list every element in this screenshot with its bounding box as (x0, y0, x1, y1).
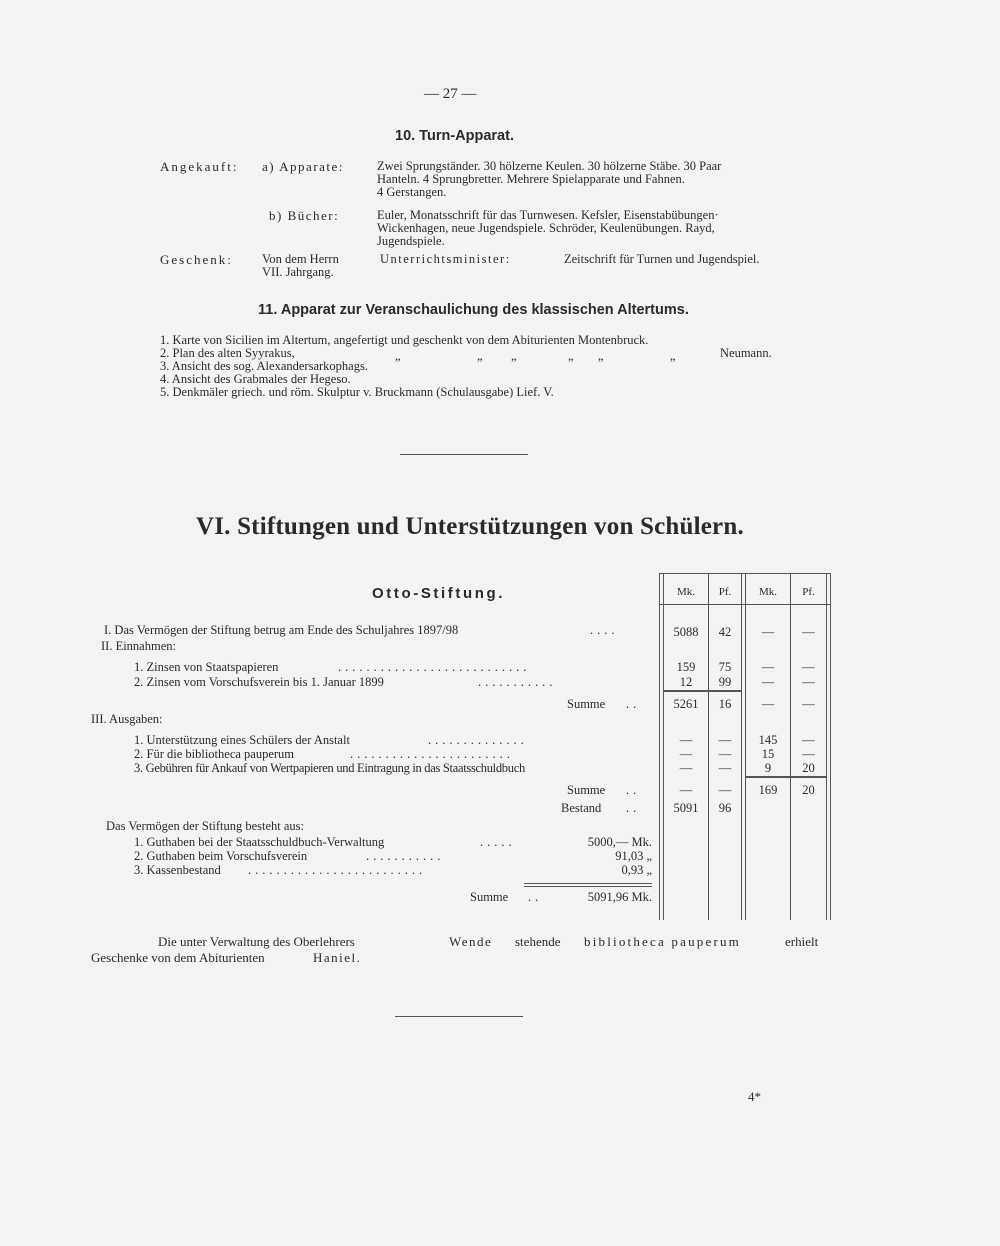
footer-text-c: stehende (515, 934, 561, 949)
apparate-label: a) Apparate: (262, 159, 344, 174)
guthaben-value: 91,03 „ (615, 849, 652, 863)
apparate-line-1: Zwei Sprungständer. 30 hölzerne Keulen. 30 hölzerne Stäbe. 30 Paar (377, 159, 722, 173)
leader-dots: ........................... (338, 660, 531, 674)
cell-dash: — (802, 747, 815, 761)
total-rule (524, 886, 652, 887)
leader-dots: ........... (478, 675, 557, 689)
page-number: — 27 — (424, 86, 477, 102)
divider (400, 454, 528, 455)
footer-line-2: Geschenke von dem Abiturienten (91, 950, 265, 965)
sheet-mark: 4* (748, 1089, 761, 1104)
divider (395, 1016, 523, 1017)
cell-dash: — (761, 625, 775, 639)
table-rule (741, 573, 742, 920)
summe-label: Summe (470, 890, 509, 904)
geschenk-label: Geschenk: (160, 252, 233, 267)
leader-dots: ....................... (350, 747, 514, 761)
guthaben-value: 5000,— Mk. (587, 835, 652, 849)
cell-value: 16 (718, 697, 732, 711)
table-rule (659, 604, 831, 605)
cell-value: 20 (802, 783, 815, 797)
leader-dots: .............. (428, 733, 528, 747)
cell-dash: — (718, 783, 732, 797)
leader-dots: .. (626, 801, 641, 815)
subtotal-rule (663, 690, 742, 692)
angekauft-label: Angekauft: (160, 159, 239, 174)
cell-dash: — (802, 697, 815, 711)
zinsen-staatspapiere-label: 1. Zinsen von Staatspapieren (134, 660, 279, 674)
apparate-line-2: Hanteln. 4 Sprungbretter. Mehrere Spielapparate und Fahnen. (377, 172, 685, 186)
zinsen-vorschussverein-label: 2. Zinsen vom Vorschufsverein bis 1. Januar 1899 (134, 675, 384, 689)
gebuehren-label: 3. Gebühren für Ankauf von Wertpapieren und Eintragung in das Staatsschuldbuch (134, 761, 525, 775)
summe-label: Summe (567, 697, 606, 711)
cell-value: 145 (758, 733, 778, 747)
s11-item-5: 5. Denkmäler griech. und röm. Skulptur v. Bruckmann (Schulausgabe) Lief. V. (160, 385, 554, 399)
total-rule (524, 883, 652, 884)
geschenk-line-2: VII. Jahrgang. (262, 265, 334, 279)
cell-dash: — (718, 761, 732, 775)
cell-dash: — (802, 625, 815, 639)
s11-item-4: 4. Ansicht des Grabmales der Hegeso. (160, 372, 351, 386)
leader-dots: .. (626, 783, 641, 797)
cell-value: 75 (718, 660, 732, 674)
row-vermoegen-label: I. Das Vermögen der Stiftung betrug am Ende des Schuljahres 1897/98 (104, 623, 459, 637)
cell-value: 159 (676, 660, 696, 674)
footer-bibliotheca: bibliotheca pauperum (584, 934, 741, 949)
table-rule (826, 573, 827, 920)
buecher-line-1: Euler, Monatsschrift für das Turnwesen. Kefsler, Eisenstabübungen· (377, 208, 719, 222)
cell-value: 5091 (673, 801, 699, 815)
footer-wende: Wende (449, 934, 493, 949)
col-header-mk: Mk. (758, 586, 778, 598)
cell-dash: — (802, 733, 815, 747)
cell-dash: — (679, 733, 693, 747)
cell-value: 5088 (673, 625, 699, 639)
cell-value: 12 (679, 675, 693, 689)
table-rule (659, 573, 660, 920)
cell-dash: — (679, 783, 693, 797)
leader-dots: .. (626, 697, 641, 711)
besteht-aus-label: Das Vermögen der Stiftung besteht aus: (106, 819, 304, 833)
cell-value: 9 (764, 761, 772, 775)
ditto-mark: „ (395, 349, 401, 363)
buecher-line-2: Wickenhagen, neue Jugendspiele. Schröder, Keulenübungen. Rayd, (377, 221, 715, 235)
geschenk-text-a: Von dem Herrn (262, 252, 339, 266)
summe-label: Summe (567, 783, 606, 797)
cell-dash: — (802, 675, 815, 689)
table-rule (659, 573, 831, 574)
ditto-mark: „ (598, 349, 604, 363)
cell-dash: — (761, 697, 775, 711)
cell-value: 169 (758, 783, 778, 797)
cell-dash: — (802, 660, 815, 674)
col-header-mk: Mk. (676, 586, 696, 598)
s11-item-2: 2. Plan des alten Syyrakus, (160, 346, 295, 360)
cell-dash: — (679, 761, 693, 775)
ditto-mark: „ (670, 349, 676, 363)
leader-dots: ..... (480, 835, 516, 849)
ditto-mark: „ (511, 349, 517, 363)
buecher-line-3: Jugendspiele. (377, 234, 445, 248)
cell-dash: — (679, 747, 693, 761)
cell-dash: — (718, 747, 732, 761)
footer-text-a: Die unter Verwaltung des Oberlehrers (158, 934, 355, 949)
total-value: 5091,96 Mk. (587, 890, 652, 904)
footer-haniel: Haniel. (313, 950, 362, 965)
einnahmen-label: II. Einnahmen: (101, 639, 176, 653)
apparate-line-3: 4 Gerstangen. (377, 185, 447, 199)
footer-text-e: erhielt (785, 934, 819, 949)
cell-dash: — (718, 733, 732, 747)
guthaben-vorschussverein-label: 2. Guthaben beim Vorschufsverein (134, 849, 308, 863)
cell-value: 20 (802, 761, 815, 775)
col-header-pf: Pf. (802, 586, 815, 598)
geschenk-minister: Unterrichtsminister: (380, 252, 511, 266)
cell-dash: — (761, 675, 775, 689)
cell-value: 99 (718, 675, 732, 689)
section-6-title: VI. Stiftungen und Unterstützungen von Schülern. (196, 513, 744, 540)
otto-stiftung-title: Otto-Stiftung. (372, 585, 506, 602)
cell-dash: — (761, 660, 775, 674)
buecher-label: b) Bücher: (269, 208, 340, 223)
ausgaben-label: III. Ausgaben: (91, 712, 163, 726)
bestand-label: Bestand (561, 801, 602, 815)
ditto-mark: „ (568, 349, 574, 363)
guthaben-staatsschuldbuch-label: 1. Guthaben bei der Staatsschuldbuch-Verwaltung (134, 835, 385, 849)
cell-value: 96 (718, 801, 732, 815)
section-11-title: 11. Apparat zur Veranschaulichung des klassischen Altertums. (258, 302, 689, 318)
unterstuetzung-label: 1. Unterstützung eines Schülers der Anstalt (134, 733, 350, 747)
leader-dots: .. (528, 890, 543, 904)
table-rule (830, 573, 831, 920)
cell-value: 42 (718, 625, 732, 639)
ditto-mark: „ (477, 349, 483, 363)
geschenk-text-c: Zeitschrift für Turnen und Jugendspiel. (564, 252, 760, 266)
cell-value: 5261 (673, 697, 699, 711)
s11-item-3: 3. Ansicht des sog. Alexandersarkophags. (160, 359, 368, 373)
s11-item-1: 1. Karte von Sicilien im Altertum, angefertigt und geschenkt von dem Abiturienten Montenbruck. (160, 333, 649, 347)
leader-dots: ........... (366, 849, 445, 863)
s11-neumann: Neumann. (720, 346, 772, 360)
section-10-title: 10. Turn-Apparat. (395, 128, 514, 144)
kassenbestand-label: 3. Kassenbestand (134, 863, 221, 877)
bibliotheca-label: 2. Für die bibliotheca pauperum (134, 747, 295, 761)
col-header-pf: Pf. (718, 586, 732, 598)
subtotal-rule (745, 776, 826, 778)
leader-dots: ......................... (248, 863, 427, 877)
kassenbestand-value: 0,93 „ (621, 863, 652, 877)
cell-value: 15 (761, 747, 775, 761)
leader-dots: .... (590, 623, 619, 637)
